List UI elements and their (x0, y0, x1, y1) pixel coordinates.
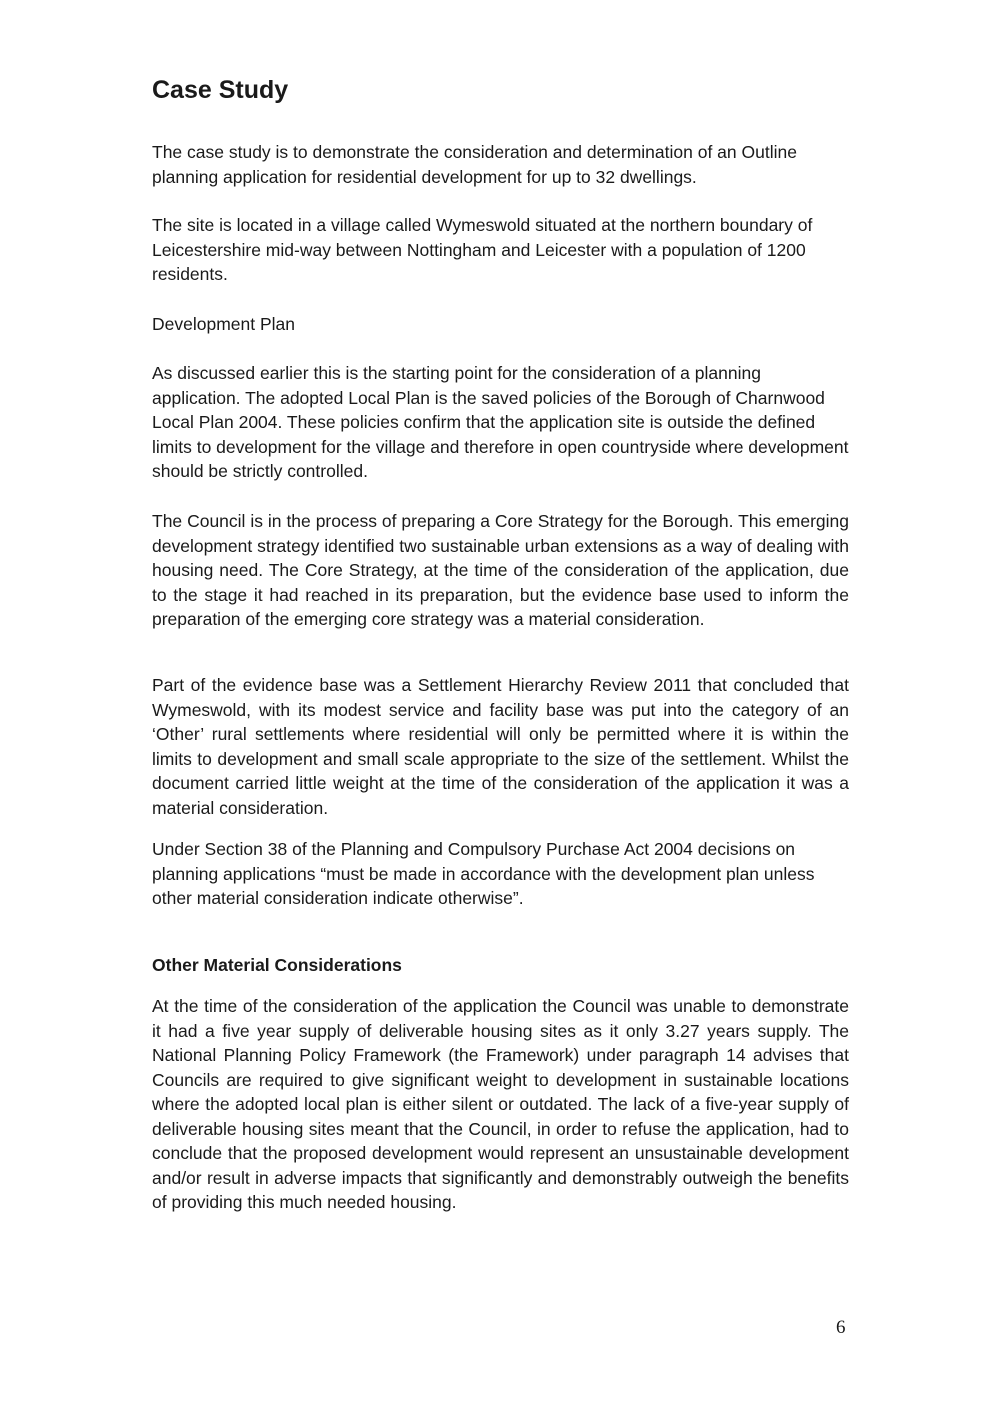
core-strategy-paragraph: The Council is in the process of preparing a Core Strategy for the Borough. This emerging development strategy identified two sustainable urban extensions as a way of dealing with housing need. The Core Strategy, at the time of the consideration of the application, due to the stage it had reached in its preparation, but the evidence base used to inform the preparation of the emerging core strategy was a material consideration. (152, 511, 849, 629)
page-number: 6 (836, 1317, 846, 1338)
development-plan-heading: Development Plan (152, 314, 295, 334)
section-subheading: Other Material Considerations (152, 955, 402, 975)
local-plan-paragraph: As discussed earlier this is the starting point for the consideration of a planning application. The adopted Local Plan is the saved policies of the Borough of Charnwood Local Plan 2004. These policies confirm that the application site is outside the defined limits to development for the village and therefore in open countryside where development should be strictly controlled. (152, 363, 849, 481)
section-38-paragraph: Under Section 38 of the Planning and Compulsory Purchase Act 2004 decisions on planning applications “must be made in accordance with the development plan unless other material consideration indicate otherwise”. (152, 839, 815, 908)
site-location-paragraph: The site is located in a village called Wymeswold situated at the northern boundary of Leicestershire mid-way between Nottingham and Leicester with a population of 1200 residents. (152, 215, 813, 284)
housing-supply-paragraph: At the time of the consideration of the application the Council was unable to demonstrate it had a five year supply of deliverable housing sites as it only 3.27 years supply. The National Planning Policy Framework (the Framework) under paragraph 14 advises that Councils are required to give significant weight to development in sustainable locations where the adopted local plan is either silent or outdated. The lack of a five-year supply of deliverable housing sites meant that the Council, in order to refuse the application, had to conclude that the proposed development would represent an unsustainable development and/or result in adverse impacts that significantly and demonstrably outweigh the benefits of providing this much needed housing. (152, 996, 849, 1212)
page-title: Case Study (152, 76, 289, 104)
intro-paragraph: The case study is to demonstrate the consideration and determination of an Outline planning application for residential development for up to 32 dwellings. (152, 142, 797, 187)
settlement-hierarchy-paragraph: Part of the evidence base was a Settlement Hierarchy Review 2011 that concluded that Wymeswold, with its modest service and facility base was put into the category of an ‘Other’ rural settlements where residential will only be permitted where it is within the limits to development and small scale appropriate to the size of the settlement. Whilst the document carried little weight at the time of the consideration of the application it was a material consideration. (152, 675, 849, 818)
